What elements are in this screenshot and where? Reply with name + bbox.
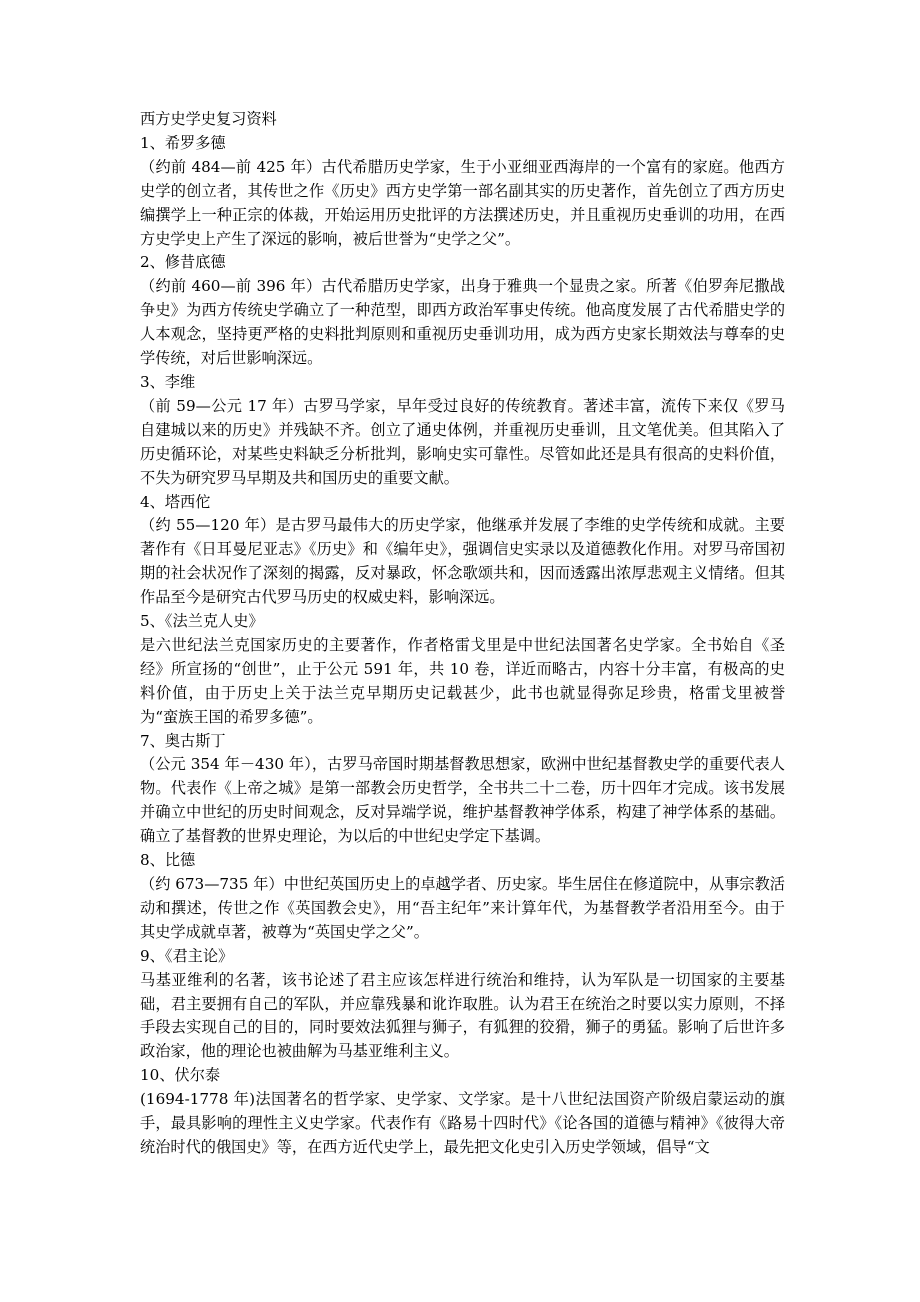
entry-heading: 9、《君主论》 (140, 946, 234, 965)
entry-livy (140, 371, 785, 491)
entry-thucydides (140, 251, 785, 371)
entry-body: （约 673—735 年）中世纪英国历史上的卓越学者、历史家。毕生居住在修道院中，从事宗教活动和撰述，传世之作《英国教会史》，用“吾主纪年”来计算年代，为基督教学者沿用至今。由于其史学成就卓著，被尊为“英国史学之父”。 (140, 875, 785, 941)
entry-herodotus (140, 132, 785, 252)
entry-the-prince (140, 945, 785, 1065)
document-title: 西方史学史复习资料 (140, 110, 277, 128)
entry-body: （约 55—120 年）是古罗马最伟大的历史学家，他继承并发展了李维的史学传统和成就。主要著作有《日耳曼尼亚志》《历史》和《编年史》，强调信史实录以及道德教化作用。对罗马帝国初期的社会状况作了深刻的揭露，反对暴政，怀念歌颂共和，因而透露出浓厚悲观主义情绪。但其作品至今是研究古代罗马历史的权威史料，影响深远。 (140, 516, 785, 607)
entry-body: （约前 460—前 396 年）古代希腊历史学家，出身于雅典一个显贵之家。所著《伯罗奔尼撒战争史》为西方传统史学确立了一种范型，即西方政治军事史传统。他高度发展了古代希腊史学的人本观念，坚持更严格的史料批判原则和重视历史垂训功用，成为西方史家长期效法与尊奉的史学传统，对后世影响深远。 (140, 277, 785, 368)
entry-body: 是六世纪法兰克国家历史的主要著作，作者格雷戈里是中世纪法国著名史学家。全书始自《圣经》所宣扬的“创世”，止于公元 591 年，共 10 卷，详近而略古，内容十分丰富，有极高的史料价值，由于历史上关于法兰克早期历史记载甚少，此书也就显得弥足珍贵，格雷戈里被誉为“蛮族王国的希罗多德”。 (140, 635, 785, 726)
entry-body: （前 59—公元 17 年）古罗马学家，早年受过良好的传统教育。著述丰富，流传下来仅《罗马自建城以来的历史》并残缺不齐。创立了通史体例，并重视历史垂训，且文笔优美。但其陷入了历史循环论，对某些史料缺乏分析批判，影响史实可靠性。尽管如此还是具有很高的史料价值，不失为研究罗马早期及共和国历史的重要文献。 (140, 396, 785, 487)
entry-body: (1694-1778 年)法国著名的哲学家、史学家、文学家。是十八世纪法国资产阶级启蒙运动的旗手，最具影响的理性主义史学家。代表作有《路易十四时代》《论各国的道德与精神》《彼得大帝统治时代的俄国史》等，在西方近代史学上，最先把文化史引入历史学领域，倡导“文 (140, 1090, 785, 1156)
entry-body: （约前 484—前 425 年）古代希腊历史学家，生于小亚细亚西海岸的一个富有的家庭。他西方史学的创立者，其传世之作《历史》西方史学第一部名副其实的历史著作，首先创立了西方历史编撰学上一种正宗的体裁，开始运用历史批评的方法撰述历史，并且重视历史垂训的功用，在西方史学史上产生了深远的影响，被后世誉为“史学之父”。 (140, 157, 785, 248)
entry-heading: 8、比德 (140, 851, 196, 870)
entry-heading: 2、修昔底德 (140, 253, 226, 272)
entry-voltaire (140, 1064, 785, 1160)
entry-heading: 7、奥古斯丁 (140, 731, 226, 750)
document-page (140, 108, 785, 1160)
entry-heading: 4、塔西佗 (140, 492, 211, 511)
entry-heading: 10、伏尔泰 (140, 1066, 221, 1085)
entry-heading: 1、希罗多德 (140, 133, 226, 152)
entry-heading: 5、《法兰克人史》 (140, 612, 264, 631)
entry-heading: 3、李维 (140, 372, 196, 391)
entry-body: 马基亚维利的名著，该书论述了君主应该怎样进行统治和维持，认为军队是一切国家的主要基础，君主要拥有自己的军队，并应靠残暴和讹诈取胜。认为君王在统治之时要以实力原则，不择手段去实现自己的目的，同时要效法狐狸与狮子，有狐狸的狡猾，狮子的勇猛。影响了后世许多政治家，他的理论也被曲解为马基亚维利主义。 (140, 970, 785, 1061)
entry-augustine (140, 730, 785, 850)
entry-bede (140, 849, 785, 945)
entry-history-of-the-franks (140, 610, 785, 730)
entry-tacitus (140, 491, 785, 611)
entry-body: （公元 354 年－430 年），古罗马帝国时期基督教思想家，欧洲中世纪基督教史学的重要代表人物。代表作《上帝之城》是第一部教会历史哲学，全书共二十二卷，历十四年才完成。该书发展并确立中世纪的历史时间观念，反对异端学说，维护基督教神学体系，构建了神学体系的基础。确立了基督教的世界史理论，为以后的中世纪史学定下基调。 (140, 755, 785, 846)
